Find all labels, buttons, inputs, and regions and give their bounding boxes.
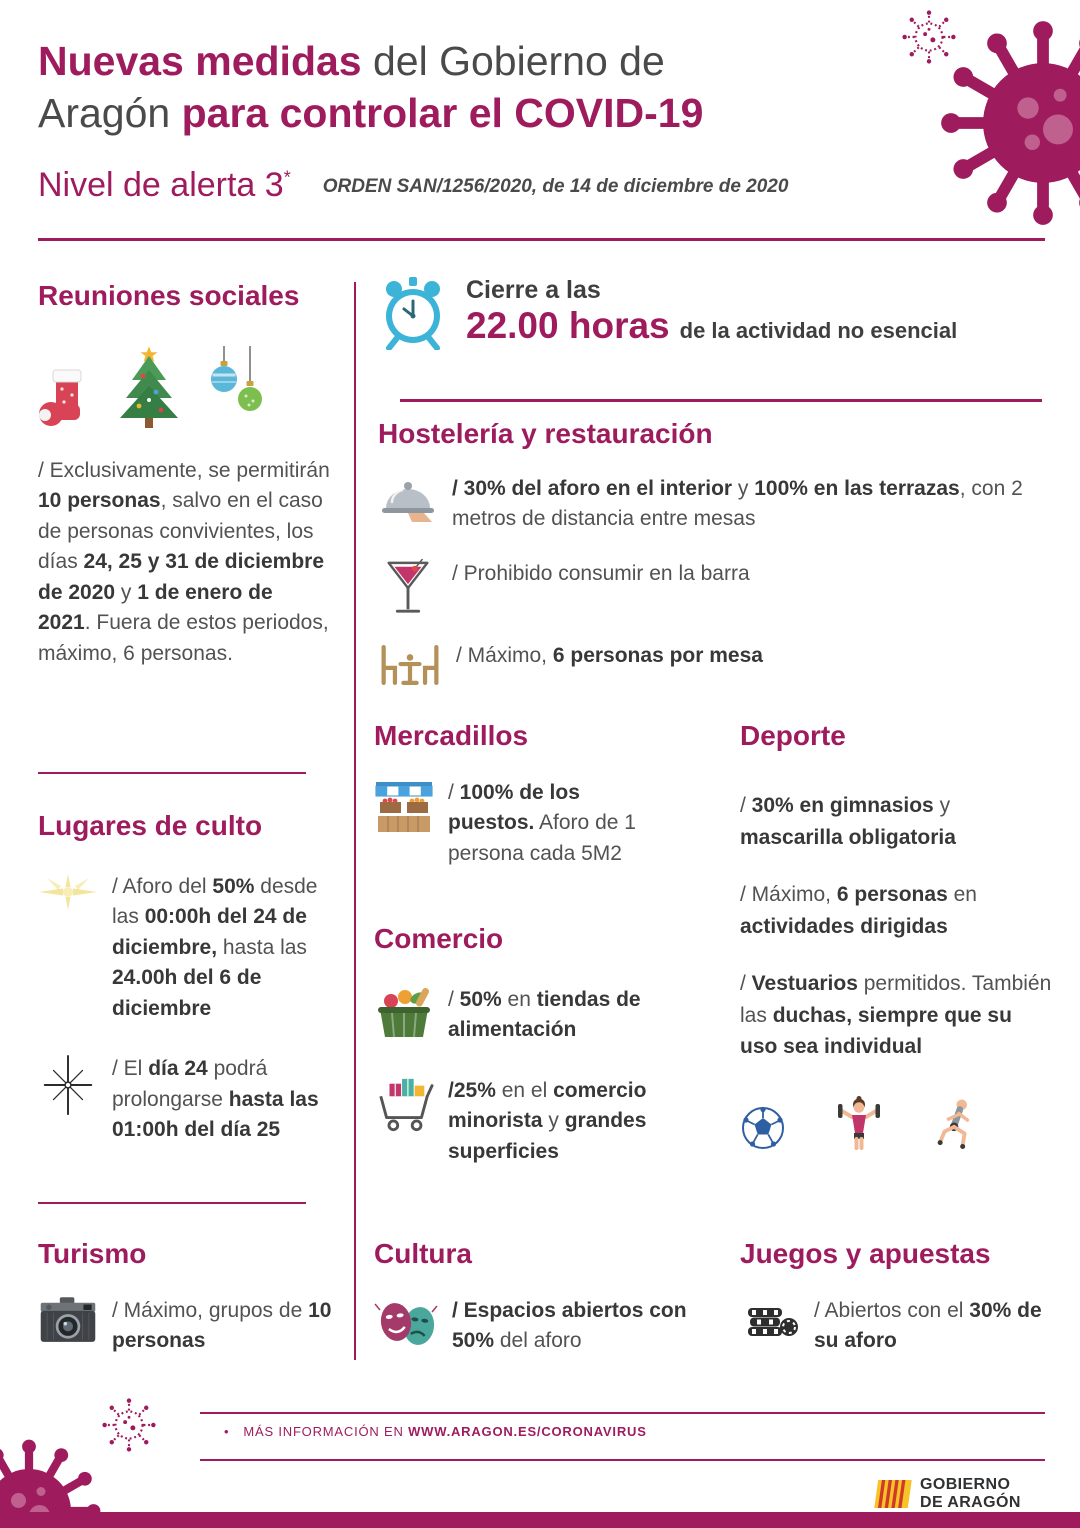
footer-bullet: • [224, 1424, 230, 1439]
camera-icon [38, 1296, 98, 1344]
lugares-item-1 [38, 872, 342, 1024]
reuniones-text: / Exclusivamente, se permitirán 10 personas, salvo en el caso de personas convivientes, los días 24, 25 y 31 de diciembre de 2020 y 1 de enero de 2021. Fuera de estos periodos, máximo, 6 personas. [38, 459, 330, 665]
sports-icons-row [740, 1095, 1054, 1151]
alert-level: Nivel de alerta 3* [38, 166, 291, 204]
deporte-item-1: / 30% en gimnasios y mascarilla obligatoria [740, 794, 956, 849]
ornaments-icon [206, 346, 264, 430]
cultura-item-text: / Espacios abiertos con 50% del aforo [452, 1299, 687, 1353]
cultura-title: Cultura [374, 1238, 472, 1269]
hosteleria-item-2-text: / Prohibido consumir en la barra [452, 561, 750, 585]
section-deporte [740, 720, 1054, 1151]
title-accent-1: Nuevas medidas [38, 38, 362, 84]
header-divider [38, 238, 1045, 241]
turismo-title: Turismo [38, 1238, 147, 1269]
title-plain-1: del Gobierno de [361, 38, 665, 84]
cocktail-icon [385, 559, 431, 617]
logo-text: GOBIERNO DE ARAGÓN [920, 1476, 1021, 1511]
alert-asterisk: * [283, 167, 291, 188]
cart-icon [374, 1076, 434, 1134]
section-mercadillos [374, 720, 666, 869]
page-title [38, 36, 898, 139]
lugares-title: Lugares de culto [38, 810, 263, 841]
lugares-item-2 [38, 1054, 342, 1145]
section-comercio [374, 923, 690, 1167]
title-plain-2: Aragón [38, 89, 182, 136]
footer-info-prefix: MÁS INFORMACIÓN EN [243, 1424, 409, 1439]
hosteleria-item-3 [378, 641, 1050, 689]
footer-divider-bottom [200, 1459, 1045, 1461]
closing-text [466, 276, 957, 350]
comercio-item-1 [374, 985, 690, 1046]
deporte-title: Deporte [740, 720, 846, 751]
comercio-item-2 [374, 1076, 690, 1167]
market-icon [374, 778, 434, 836]
chips-icon [742, 1296, 798, 1346]
section-juegos [740, 1238, 1060, 1357]
christmas-icons-row [38, 328, 330, 430]
comercio-title: Comercio [374, 923, 504, 954]
left-divider-2 [38, 1202, 306, 1204]
dish-icon [380, 474, 436, 524]
title-accent-2: para controlar el COVID-19 [181, 89, 704, 136]
vertical-divider [354, 282, 356, 1360]
lugares-item-1-text: / Aforo del 50% desde las 00:00h del 24 de diciembre, hasta las 24.00h del 6 de diciembre [112, 875, 318, 1020]
soccer-icon [740, 1105, 786, 1151]
footer-link[interactable]: WWW.ARAGON.ES/CORONAVIRUS [408, 1424, 647, 1439]
hosteleria-title: Hostelería y restauración [378, 418, 713, 449]
alarm-clock-icon [380, 276, 446, 350]
section-cultura [374, 1238, 704, 1357]
basket-icon [375, 985, 433, 1041]
closing-divider [400, 399, 1042, 402]
cultura-item [374, 1296, 704, 1357]
order-reference: ORDEN SAN/1256/2020, de 14 de diciembre de 2020 [322, 176, 789, 197]
weights-icon [834, 1095, 884, 1151]
section-turismo [38, 1238, 340, 1357]
lugares-item-2-text: / El día 24 podrá prolongarse hasta las 01:00h del día 25 [112, 1057, 319, 1142]
alert-row [38, 166, 788, 205]
juegos-item [740, 1296, 1060, 1357]
hosteleria-item-1 [378, 474, 1050, 535]
tree-icon [116, 344, 182, 430]
stocking-icon [38, 364, 92, 430]
bottom-bar [0, 1512, 1080, 1528]
footer-divider-top [200, 1412, 1045, 1414]
section-hosteleria [378, 418, 1050, 689]
footer-info [224, 1424, 647, 1439]
comercio-item-1-text: / 50% en tiendas de alimentación [448, 988, 641, 1042]
table-icon [378, 641, 442, 689]
virus-icon [936, 16, 1080, 230]
deporte-item-2: / Máximo, 6 personas en actividades dirigidas [740, 883, 977, 938]
mercadillos-item-text: / 100% de los puestos. Aforo de 1 persona cada 5M2 [448, 781, 636, 865]
left-divider-1 [38, 772, 306, 774]
masks-icon [374, 1296, 438, 1352]
aragon-flag-icon [874, 1480, 912, 1508]
juegos-title: Juegos y apuestas [740, 1238, 991, 1269]
mercadillos-title: Mercadillos [374, 720, 529, 751]
section-lugares-de-culto [38, 810, 342, 1146]
closing-rest: de la actividad no esencial [679, 318, 958, 343]
gobierno-aragon-logo [876, 1476, 1021, 1512]
turismo-item [38, 1296, 340, 1357]
hosteleria-item-2 [378, 559, 1050, 617]
closing-time: 22.00 horas [466, 305, 670, 346]
deporte-item-3: / Vestuarios permitidos. También las duchas, siempre que su uso sea individual [740, 972, 1052, 1058]
virus-dotted-icon [100, 1396, 158, 1454]
mercadillos-item [374, 778, 666, 869]
hosteleria-item-1-text: / 30% del aforo en el interior y 100% en las terrazas, con 2 metros de distancia entre mesas [452, 477, 1023, 531]
juegos-item-text: / Abiertos con el 30% de su aforo [814, 1299, 1042, 1353]
closing-intro: Cierre a las [466, 276, 601, 304]
section-reuniones [38, 280, 330, 669]
turismo-item-text: / Máximo, grupos de 10 personas [112, 1299, 332, 1353]
closing-banner [380, 276, 1048, 350]
runner-icon [932, 1095, 978, 1151]
reuniones-title: Reuniones sociales [38, 280, 300, 311]
sun-icon [39, 872, 97, 912]
hosteleria-item-3-text: / Máximo, 6 personas por mesa [456, 643, 763, 667]
star-icon [41, 1054, 95, 1116]
comercio-item-2-text: /25% en el comercio minorista y grandes superficies [448, 1078, 647, 1163]
